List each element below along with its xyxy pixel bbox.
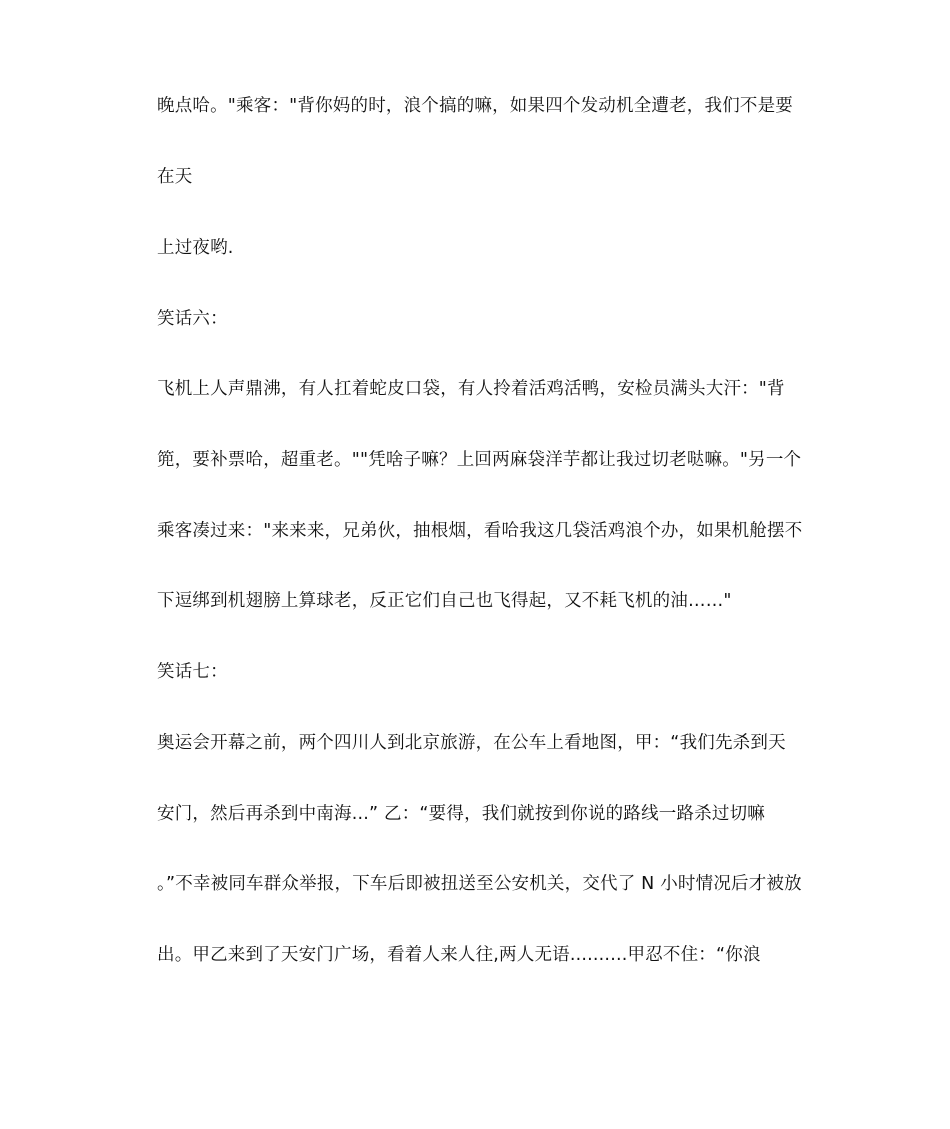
- text-line: 上过夜哟.: [157, 238, 234, 258]
- section-heading: 笑话七：: [157, 662, 228, 682]
- text-line: 安门，然后再杀到中南海...” 乙：“要得，我们就按到你说的路线一路杀过切嘛: [157, 804, 765, 824]
- text-line: 奥运会开幕之前，两个四川人到北京旅游，在公车上看地图，甲：“我们先杀到天: [157, 733, 786, 753]
- text-line: 在天: [157, 167, 193, 187]
- text-line: 飞机上人声鼎沸，有人扛着蛇皮口袋，有人拎着活鸡活鸭，安检员满头大汗："背: [157, 379, 785, 399]
- section-heading: 笑话六：: [157, 309, 228, 329]
- text-line: 下逗绑到机翅膀上算球老，反正它们自己也飞得起，又不耗飞机的油……": [157, 591, 732, 611]
- text-line: 。”不幸被同车群众举报，下车后即被扭送至公安机关，交代了 N 小时情况后才被放: [157, 874, 802, 894]
- text-line: 乘客凑过来："来来来，兄弟伙，抽根烟，看哈我这几袋活鸡浪个办，如果机舱摆不: [157, 521, 803, 541]
- text-line: 篼，要补票哈，超重老。""凭啥子嘛？上回两麻袋洋芋都让我过切老哒嘛。"另一个: [157, 450, 802, 470]
- text-line: 晚点哈。"乘客："背你妈的时，浪个搞的嘛，如果四个发动机全遭老，我们不是要: [157, 96, 793, 116]
- text-line: 出。甲乙来到了天安门广场，看着人来人往,两人无语..........甲忍不住：“你浪: [157, 945, 761, 965]
